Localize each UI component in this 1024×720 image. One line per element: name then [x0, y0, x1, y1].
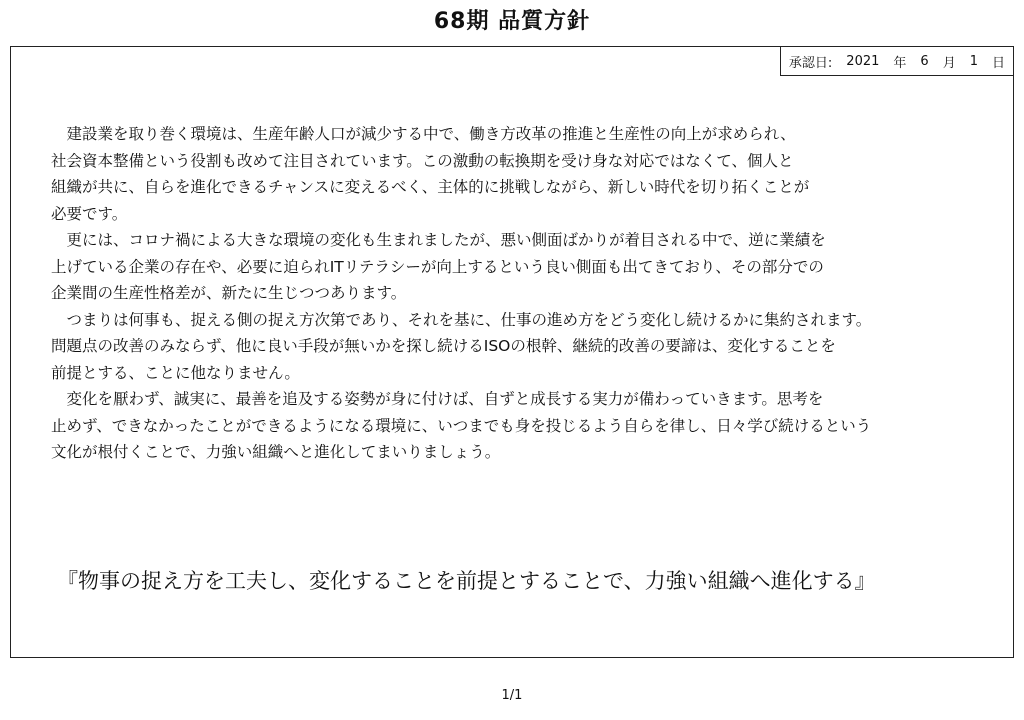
body-line: 組織が共に、自らを進化できるチャンスに変えるべく、主体的に挑戦しながら、新しい時代を切り拓くことが	[51, 178, 810, 196]
approval-year: 2021	[846, 53, 880, 69]
approval-day: 1	[969, 53, 978, 69]
policy-slogan: 『物事の捉え方を工夫し、変化することを前提とすることで、力強い組織へ進化する』	[57, 569, 876, 593]
body-line: 前提とする、ことに他なりません。	[51, 363, 300, 382]
page-number: 1/1	[501, 688, 523, 703]
body-line: 止めず、できなかったことができるようになる環境に、いつまでも身を投じるよう自らを律し、日々学び続けるという	[51, 416, 872, 435]
body-line: 必要です。	[51, 204, 128, 223]
policy-frame	[10, 46, 1014, 658]
approval-date-label: 承認日:	[788, 55, 833, 71]
policy-body	[51, 121, 981, 466]
approval-month-unit: 月	[942, 55, 956, 71]
body-line: 問題点の改善のみならず、他に良い手段が無いかを探し続けるISOの根幹、継続的改善の要諦は、変化することを	[51, 337, 836, 355]
body-line: 上げている企業の存在や、必要に迫られITリテラシーが向上するという良い側面も出てきており、その部分での	[51, 257, 824, 276]
approval-day-unit: 日	[991, 55, 1005, 71]
approval-month: 6	[920, 53, 929, 69]
approval-date-box	[780, 46, 1014, 76]
approval-year-unit: 年	[893, 55, 907, 71]
body-line: 建設業を取り巻く環境は、生産年齢人口が減少する中で、働き方改革の推進と生産性の向上が求められ、	[51, 125, 796, 143]
body-line: 企業間の生産性格差が、新たに生じつつあります。	[51, 284, 407, 302]
document-title: 68期 品質方針	[433, 9, 591, 34]
body-line: 文化が根付くことで、力強い組織へと進化してまいりましょう。	[51, 443, 501, 461]
body-line: つまりは何事も、捉える側の捉え方次第であり、それを基に、仕事の進め方をどう変化し続けるかに集約されます。	[51, 310, 872, 329]
body-line: 更には、コロナ禍による大きな環境の変化も生まれましたが、悪い側面ばかりが着目される中で、逆に業績を	[51, 231, 826, 249]
body-line: 社会資本整備という役割も改めて注目されています。この激動の転換期を受け身な対応ではなくて、個人と	[51, 151, 794, 170]
body-line: 変化を厭わず、誠実に、最善を追及する姿勢が身に付けば、自ずと成長する実力が備わっていきます。思考を	[51, 390, 824, 408]
